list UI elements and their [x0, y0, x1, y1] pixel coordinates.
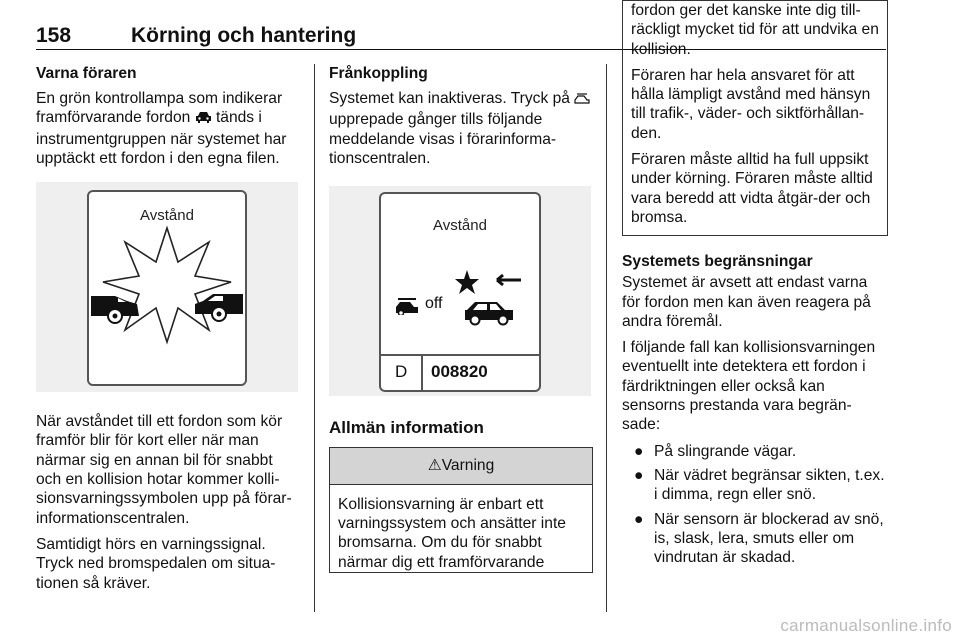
display-footer-divider	[421, 354, 423, 390]
section-heading-warn-driver: Varna föraren	[36, 65, 137, 82]
column-1	[36, 64, 298, 600]
display-screen-off	[379, 192, 541, 392]
warning-triangle-icon: ⚠	[427, 457, 442, 475]
footer-value: 008820	[431, 362, 488, 382]
box-paragraph-1: fordon ger det kanske inte dig till-räckligt mycket tid för att undvika en kollision.	[631, 2, 879, 58]
section-heading-disconnect: Frånkoppling	[329, 65, 428, 82]
column-divider-1	[314, 64, 315, 612]
limitations-paragraph-1: Systemet är avsett att endast varna för fordon men kan även reagera på andra föremål.	[622, 274, 871, 330]
bullet-icon: ●	[634, 510, 644, 528]
section-heading-general-info: Allmän information	[329, 418, 484, 438]
limitations-list	[622, 442, 888, 568]
page-title: Körning och hantering	[131, 24, 357, 47]
list-item: ● På slingrande vägar.	[634, 442, 797, 460]
collision-warning-figure	[36, 182, 298, 392]
watermark: carmanualsonline.info	[780, 616, 952, 635]
box-paragraph-3: Föraren måste alltid ha full uppsikt under körning. Föraren måste alltid vara beredd att vidta åtgär-der och bromsa.	[631, 151, 873, 226]
car-front-icon	[195, 110, 212, 129]
box-paragraph-2: Föraren har hela ansvaret för att hålla lämpligt avstånd med hänsyn till trafik-, väder- och siktförhållan-den.	[631, 66, 871, 142]
warning-continuation-box	[622, 0, 888, 236]
rear-car-icon	[91, 288, 141, 324]
warning-box	[329, 447, 593, 572]
disconnect-paragraph: Systemet kan inaktiveras. Tryck på upprepade gånger tills följande meddelande visas i förarinforma-tionscentralen.	[329, 89, 593, 168]
display-screen	[87, 190, 247, 386]
distance-off-figure	[329, 186, 591, 396]
display-footer-rule	[381, 354, 539, 356]
footer-letter: D	[395, 362, 408, 382]
paragraph-distance: När avståndet till ett fordon som kör framför blir för kort eller när man närmar sig en annan bil för snabbt och en kollision hotar kommer kolli-sionsvarningssymbolen upp på förar-informationscentralen.	[36, 413, 292, 527]
display-title-off: Avstånd	[433, 217, 487, 235]
warning-car-icon	[394, 297, 420, 315]
list-item: ● När sensorn är blockerad av snö, is, slask, lera, smuts eller om vindrutan är skadad.	[634, 510, 884, 567]
list-item: ● När vädret begränsar sikten, t.ex. i dimma, regn eller snö.	[634, 466, 885, 504]
off-label: off	[425, 295, 443, 313]
section-heading-limitations: Systemets begränsningar	[622, 253, 813, 271]
car-with-star-arrow-icon	[453, 268, 533, 328]
limitations-paragraph-2: I följande fall kan kollisionsvarningen eventuellt inte detektera ett fordon i färdriktningen eller också kan sensorns prestanda vara begrän-sade:	[622, 339, 876, 434]
paragraph-signal: Samtidigt hörs en varningssignal. Tryck ned bromspedalen om situa-tionen så kräver.	[36, 535, 276, 592]
column-divider-2	[606, 64, 607, 612]
column-2	[329, 64, 593, 573]
bullet-icon: ●	[634, 442, 644, 460]
collision-warning-button-icon	[574, 91, 590, 110]
front-car-icon	[193, 286, 243, 322]
display-title: Avstånd	[140, 207, 194, 225]
page-number: 158	[36, 24, 72, 47]
warning-text: Kollisionsvarning är enbart ett varningssystem och ansätter inte bromsarna. Om du för snabbt närmar dig ett framförvarande	[338, 495, 566, 571]
warning-header	[330, 448, 592, 484]
column-3	[622, 2, 888, 572]
bullet-icon: ●	[634, 466, 644, 484]
intro-paragraph: En grön kontrollampa som indikerar framförvarande fordon tänds i instrumentgruppen när systemet har upptäckt ett fordon i den egna filen.	[36, 90, 287, 167]
warning-label: Varning	[441, 457, 495, 475]
